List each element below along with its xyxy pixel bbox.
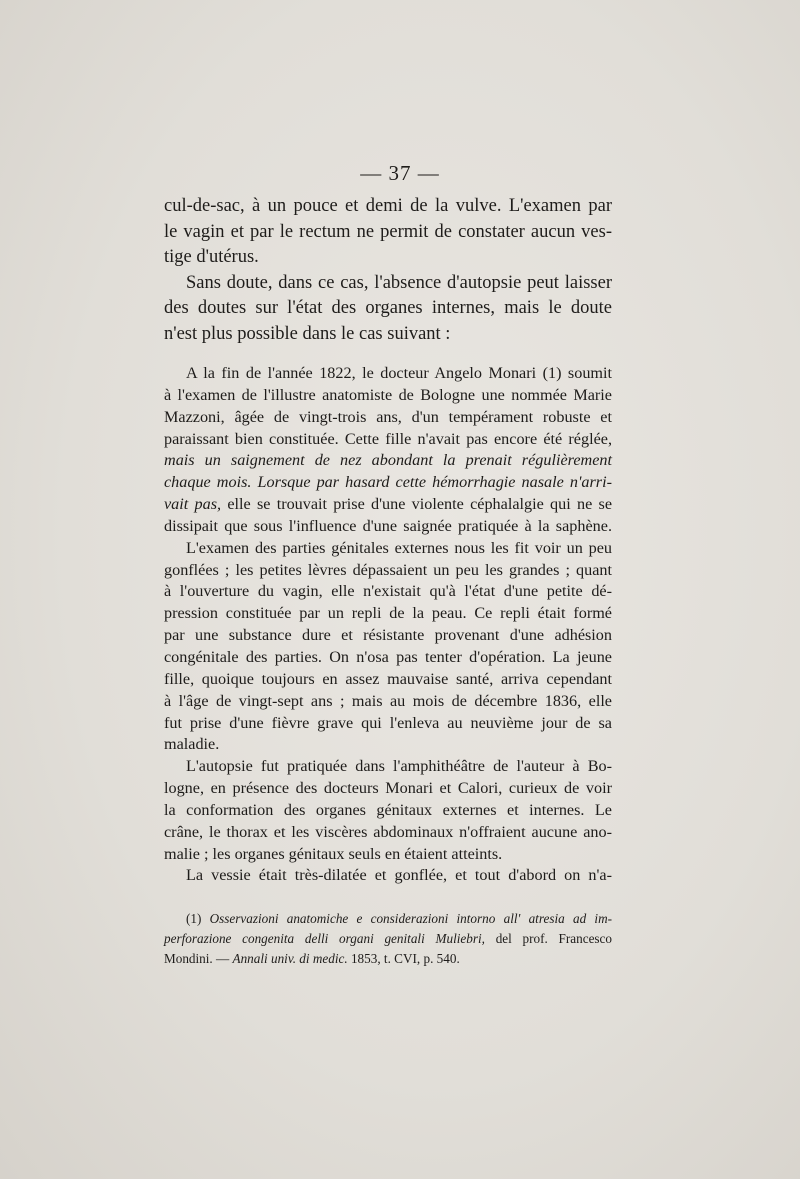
observation-text (164, 363, 612, 887)
text-line: par une substance dure et résistante provenant d'une adhésion (164, 626, 612, 645)
footnote-marker: (1) (186, 911, 210, 926)
text-line: maladie. (164, 735, 220, 754)
text-line: dissipait que sous l'influence d'une saignée pratiquée à la saphène. (164, 516, 612, 535)
text-line: logne, en présence des docteurs Monari et Calori, curieux de voir (164, 779, 612, 798)
text-line: gonflées ; les petites lèvres dépassaient un peu les grandes ; quant (164, 560, 612, 579)
text-run: elle se trouvait prise d'une violente céphalalgie qui ne se (221, 495, 612, 514)
text-line: malie ; les organes génitaux seuls en étaient atteints. (164, 844, 503, 863)
text-run: Mondini. — (164, 951, 233, 966)
footnote-line (164, 949, 612, 969)
italic-text: vait pas, (164, 495, 222, 514)
text-line: fut prise d'une fièvre grave qui l'enleva au neuvième jour de sa (164, 713, 612, 732)
italic-text: perforazione congenita delli organi genitali Muliebri, (164, 931, 485, 946)
page-number: — 37 — (360, 161, 440, 185)
text-line: à l'ouverture du vagin, elle n'existait qu'à l'état d'une petite dé- (164, 582, 612, 601)
text-line: L'autopsie fut pratiquée dans l'amphithéâtre de l'auteur à Bo- (186, 757, 612, 776)
text-line: n'est plus possible dans le cas suivant : (164, 323, 451, 344)
italic-text: Annali univ. di medic. (232, 951, 348, 966)
text-line: pression constituée par un repli de la peau. Ce repli était formé (164, 604, 612, 623)
text-line: des doutes sur l'état des organes internes, mais le doute (164, 298, 612, 319)
text-line: L'examen des parties génitales externes nous les fit voir un peu (186, 538, 612, 557)
text-line: le vagin et par le rectum ne permit de constater aucun ves- (164, 221, 612, 242)
text-line-italic (164, 472, 612, 494)
footnote-line (164, 929, 612, 949)
text-line: à l'âge de vingt-sept ans ; mais au mois de décembre 1836, elle (164, 691, 612, 710)
body-text-top (164, 194, 612, 348)
footnote-line (186, 909, 612, 929)
italic-text: Osservazioni anatomiche e considerazioni intorno all' atresia ad im- (209, 911, 612, 926)
text-line: cul-de-sac, à un pouce et demi de la vulve. L'examen par (164, 196, 612, 216)
italic-text: mais un saignement de nez abondant la prenait régulièrement (164, 451, 612, 470)
text-line: fille, quoique toujours en assez mauvaise santé, arriva cependant (164, 669, 612, 688)
text-line: congénitale des parties. On n'osa pas tenter d'opération. La jeune (164, 647, 612, 666)
text-line-mixed (164, 494, 612, 516)
text-line-italic (164, 450, 612, 472)
text-line: tige d'utérus. (164, 247, 259, 268)
text-run: 1853, t. CVI, p. 540. (347, 951, 460, 966)
text-line: paraissant bien constituée. Cette fille n'avait pas encore été réglée, (164, 429, 612, 448)
text-line: crâne, le thorax et les viscères abdominaux n'offraient aucune ano- (164, 822, 612, 841)
text-run: del prof. Francesco (484, 931, 612, 946)
text-line: Mazzoni, âgée de vingt-trois ans, d'un tempérament robuste et (164, 407, 612, 426)
footnote (164, 909, 612, 969)
italic-text: chaque mois. Lorsque par hasard cette hémorrhagie nasale n'arri- (164, 473, 612, 492)
text-line: à l'examen de l'illustre anatomiste de Bologne une nommée Marie (164, 385, 612, 404)
text-line: la conformation des organes génitaux externes et internes. Le (164, 800, 612, 819)
text-line: La vessie était très-dilatée et gonflée, et tout d'abord on n'a- (186, 866, 612, 885)
text-line: A la fin de l'année 1822, le docteur Angelo Monari (1) soumit (186, 364, 612, 382)
text-line: Sans doute, dans ce cas, l'absence d'autopsie peut laisser (186, 272, 612, 293)
